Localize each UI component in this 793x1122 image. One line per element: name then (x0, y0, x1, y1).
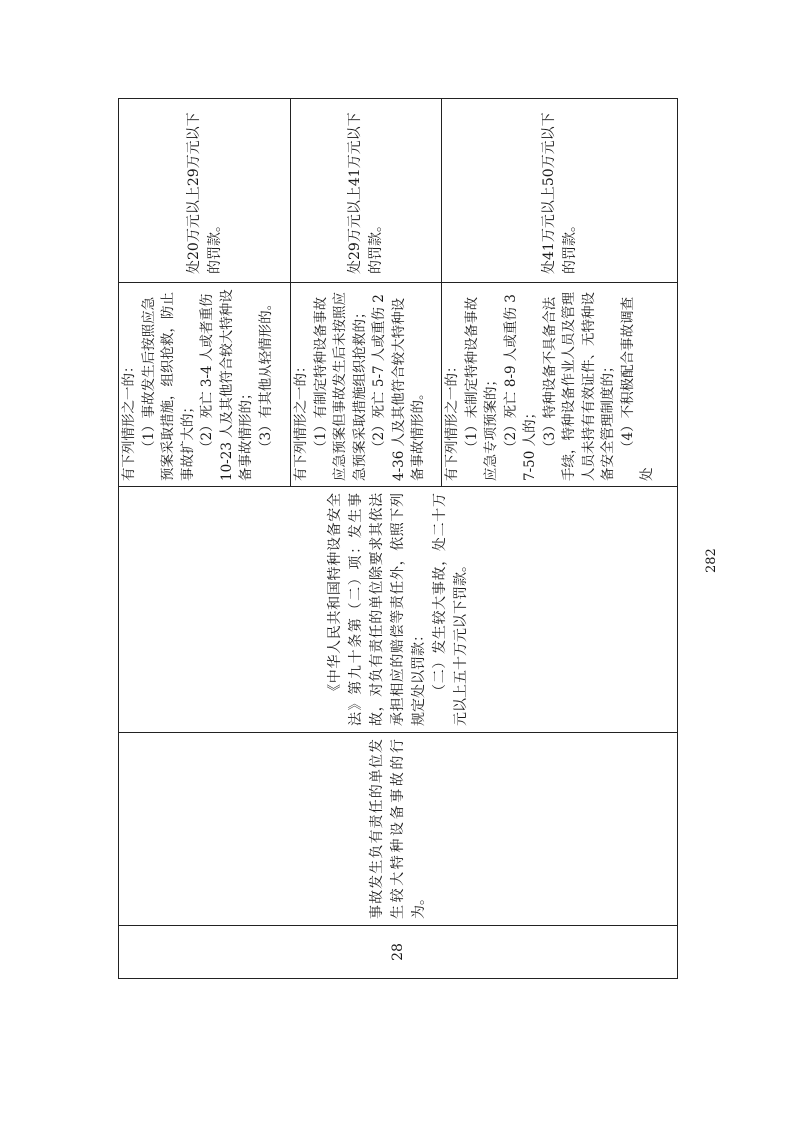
circumstance-line: （3）有其他从轻情形的。 (257, 296, 274, 454)
legal-basis-text: 《中华人民共和国特种设备安全法》第九十条第（二）项：发生事故，对负有责任的单位除要求其依法承担相应的赔偿等责任外，依照下列规定处以罚款： (326, 493, 427, 726)
penalty-standard: 处29万元以上41万元以下的罚款。 (291, 99, 442, 283)
document-page (118, 99, 678, 979)
circumstance-line: （4）不积极配合事故调查处 (619, 296, 656, 481)
penalty-standard: 处20万元以上29万元以下的罚款。 (119, 99, 291, 283)
circumstance-line: （2）死亡 8-9 人或重伤 37-50 人的； (502, 294, 539, 481)
legal-basis (119, 487, 678, 733)
circumstance-line: （2）死亡 5-7 人或重伤 24-36 人及其他符合较大特种设备事故情形的。 (371, 294, 427, 481)
circumstance-line: （1）事故发生后按照应急预案采取措施，组织抢救，防止事故扩大的； (140, 292, 196, 481)
row-number: 28 (119, 926, 678, 979)
circumstance-line: （1）未制定特种设备事故应急专项预案的； (463, 296, 500, 481)
circumstance-line: （2）死亡 3-4 人或者重伤 10-23 人及其他符合较大特种设备事故情形的； (199, 289, 254, 481)
penalty-standard: 处41万元以上50万元以下的罚款。 (442, 99, 678, 283)
violation-act: 事故发生负有责任的单位发生较大特种设备事故的行为。 (119, 733, 678, 926)
circumstance-cell (442, 283, 678, 487)
circumstance-cell (291, 283, 442, 487)
circumstance-line: （1）有制定特种设备事故应急预案但事故发生后未按照应急预案采取措施组织抢救的； (312, 292, 368, 481)
circumstance-cell (119, 283, 291, 487)
page-number: 282 (704, 548, 719, 573)
circumstance-line: （3）特种设备不具备合法手续，特种设备作业人员及管理人员未持有有效证件、无特种设备安全管理制度的； (541, 292, 617, 481)
table-row (119, 99, 291, 979)
penalty-standard-table (118, 98, 678, 979)
legal-basis-text: （二）发生较大事故，处二十万元以上五十万元以下罚款。 (431, 493, 469, 726)
circumstance-line: 有下列情形之一的： (444, 359, 461, 481)
rotated-table-wrapper (118, 99, 678, 979)
circumstance-line: 有下列情形之一的： (121, 359, 137, 481)
circumstance-line: 有下列情形之一的： (293, 359, 310, 481)
